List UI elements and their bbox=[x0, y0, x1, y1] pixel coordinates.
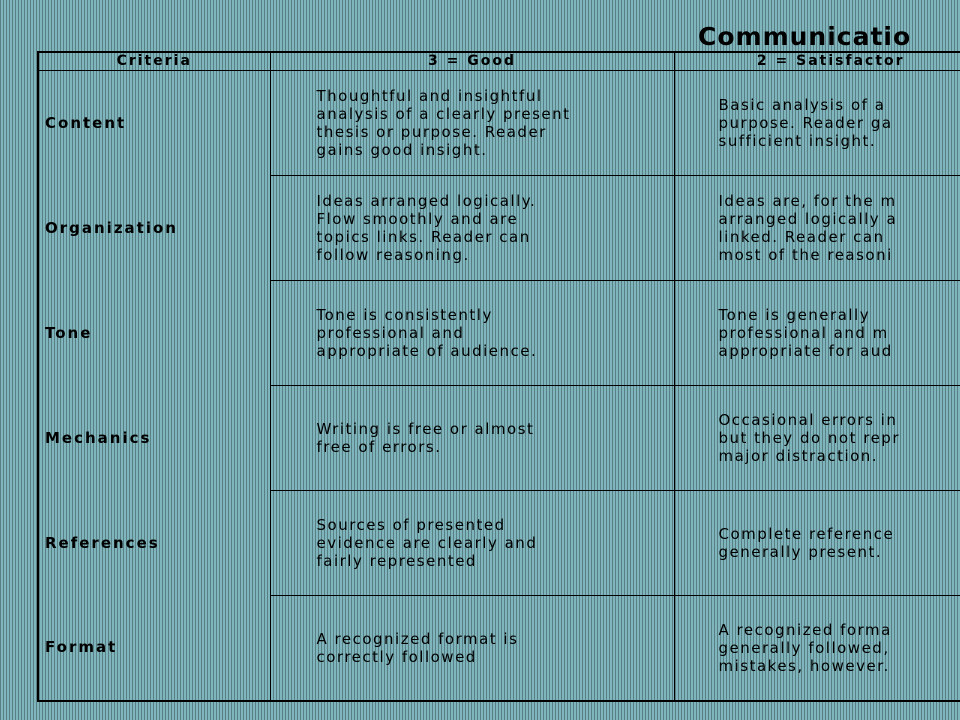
header-row bbox=[38, 52, 960, 70]
satisfactory-description: A recognized forma generally followed, mistakes, however. bbox=[674, 595, 960, 701]
table-row bbox=[38, 385, 960, 490]
criterion-content: Content bbox=[38, 70, 270, 175]
criterion-organization: Organization bbox=[38, 175, 270, 280]
criterion-mechanics: Mechanics bbox=[38, 385, 270, 490]
satisfactory-description: Ideas are, for the m arranged logically a linked. Reader can most of the reasoni bbox=[674, 175, 960, 280]
good-description: Tone is consistently professional and appropriate of audience. bbox=[270, 280, 674, 385]
satisfactory-description: Complete reference generally present. bbox=[674, 490, 960, 595]
criterion-format: Format bbox=[38, 595, 270, 701]
good-description: Ideas arranged logically. Flow smoothly and are topics links. Reader can follow reasoning. bbox=[270, 175, 674, 280]
header-criteria: Criteria bbox=[38, 52, 270, 70]
table-row bbox=[38, 280, 960, 385]
criterion-tone: Tone bbox=[38, 280, 270, 385]
table-row bbox=[38, 595, 960, 701]
table-row bbox=[38, 175, 960, 280]
good-description: Thoughtful and insightful analysis of a clearly present thesis or purpose. Reader gains good insight. bbox=[270, 70, 674, 175]
header-good: 3 = Good bbox=[270, 52, 674, 70]
good-description: A recognized format is correctly followed bbox=[270, 595, 674, 701]
header-satisfactory: 2 = Satisfactor bbox=[674, 52, 960, 70]
criterion-references: References bbox=[38, 490, 270, 595]
rubric-table bbox=[37, 51, 960, 702]
good-description: Sources of presented evidence are clearly and fairly represented bbox=[270, 490, 674, 595]
satisfactory-description: Occasional errors in but they do not repr major distraction. bbox=[674, 385, 960, 490]
satisfactory-description: Basic analysis of a purpose. Reader ga sufficient insight. bbox=[674, 70, 960, 175]
table-row bbox=[38, 70, 960, 175]
good-description: Writing is free or almost free of errors. bbox=[270, 385, 674, 490]
page-title: Communicatio bbox=[698, 22, 912, 51]
table-row bbox=[38, 490, 960, 595]
satisfactory-description: Tone is generally professional and m appropriate for aud bbox=[674, 280, 960, 385]
